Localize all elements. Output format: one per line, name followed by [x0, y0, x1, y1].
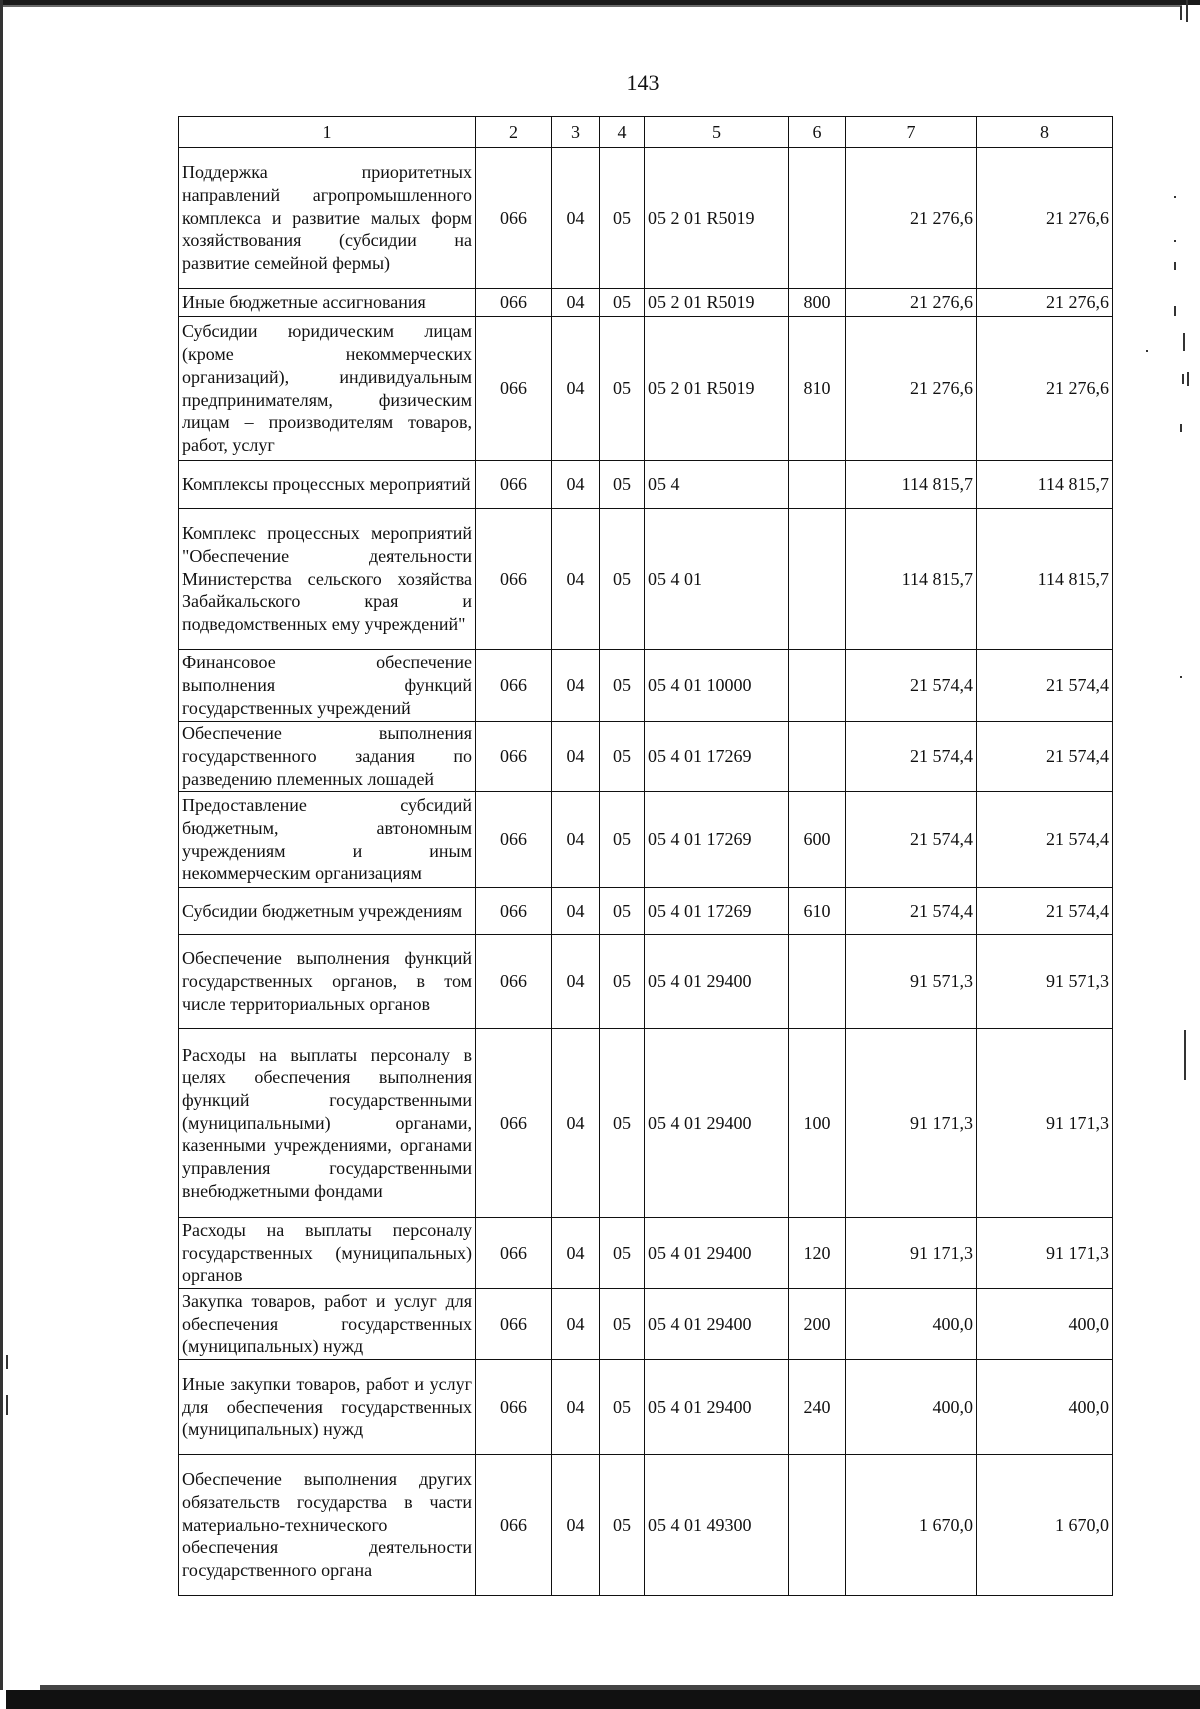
scan-mark [6, 1355, 8, 1369]
scan-mark [1183, 333, 1185, 351]
amount-col7: 91 171,3 [846, 1218, 977, 1289]
ministry-code: 066 [476, 722, 552, 792]
table-header-row [179, 117, 1113, 148]
scan-mark [6, 1395, 8, 1415]
expense-type-code [789, 650, 846, 722]
target-item-code: 05 2 01 R5019 [645, 148, 789, 289]
expense-type-code [789, 722, 846, 792]
amount-col8: 21 276,6 [977, 148, 1113, 289]
column-header: 8 [977, 117, 1113, 148]
expense-type-code [789, 509, 846, 650]
section-code: 04 [552, 722, 600, 792]
subsection-code: 05 [600, 1360, 645, 1455]
target-item-code: 05 4 01 17269 [645, 722, 789, 792]
subsection-code: 05 [600, 722, 645, 792]
amount-col8: 21 574,4 [977, 650, 1113, 722]
column-header: 4 [600, 117, 645, 148]
amount-col7: 21 574,4 [846, 792, 977, 888]
ministry-code: 066 [476, 792, 552, 888]
expense-type-code [789, 461, 846, 509]
target-item-code: 05 4 01 10000 [645, 650, 789, 722]
target-item-code: 05 4 01 [645, 509, 789, 650]
scan-mark [1174, 262, 1176, 270]
amount-col7: 21 276,6 [846, 317, 977, 461]
table-row [179, 722, 1113, 792]
amount-col7: 114 815,7 [846, 509, 977, 650]
expense-type-code: 610 [789, 888, 846, 935]
expense-type-code [789, 935, 846, 1029]
expense-name: Расходы на выплаты персоналу в целях обеспечения выполнения функций государственными (муниципальными) органами, казенными учреждениями, органами управления государственными внебюджетными фондами [179, 1029, 476, 1218]
scan-mark [1174, 196, 1176, 198]
subsection-code: 05 [600, 148, 645, 289]
section-code: 04 [552, 289, 600, 317]
expense-name: Комплексы процессных мероприятий [179, 461, 476, 509]
scan-mark [1184, 1030, 1186, 1080]
amount-col8: 400,0 [977, 1360, 1113, 1455]
column-header: 5 [645, 117, 789, 148]
amount-col8: 21 574,4 [977, 792, 1113, 888]
budget-table [178, 116, 1113, 1596]
section-code: 04 [552, 1029, 600, 1218]
ministry-code: 066 [476, 650, 552, 722]
expense-name: Предоставление субсидий бюджетным, автономным учреждениям и иным некоммерческим организациям [179, 792, 476, 888]
amount-col8: 21 574,4 [977, 888, 1113, 935]
amount-col7: 400,0 [846, 1360, 977, 1455]
amount-col8: 91 571,3 [977, 935, 1113, 1029]
ministry-code: 066 [476, 1289, 552, 1360]
amount-col8: 400,0 [977, 1289, 1113, 1360]
section-code: 04 [552, 935, 600, 1029]
column-header: 1 [179, 117, 476, 148]
target-item-code: 05 4 01 29400 [645, 1360, 789, 1455]
section-code: 04 [552, 317, 600, 461]
subsection-code: 05 [600, 509, 645, 650]
amount-col8: 114 815,7 [977, 509, 1113, 650]
table-row [179, 792, 1113, 888]
subsection-code: 05 [600, 792, 645, 888]
ministry-code: 066 [476, 1455, 552, 1596]
expense-name: Обеспечение выполнения других обязательств государства в части материально-технического обеспечения деятельности государственного органа [179, 1455, 476, 1596]
ministry-code: 066 [476, 289, 552, 317]
section-code: 04 [552, 509, 600, 650]
scan-mark [1174, 240, 1176, 242]
scan-mark [1180, 6, 1182, 20]
amount-col8: 114 815,7 [977, 461, 1113, 509]
ministry-code: 066 [476, 1218, 552, 1289]
ministry-code: 066 [476, 1360, 552, 1455]
section-code: 04 [552, 1360, 600, 1455]
target-item-code: 05 4 01 49300 [645, 1455, 789, 1596]
table-row [179, 1360, 1113, 1455]
section-code: 04 [552, 148, 600, 289]
scan-border-left [0, 0, 3, 1709]
scan-mark [1182, 374, 1184, 384]
expense-type-code: 600 [789, 792, 846, 888]
target-item-code: 05 2 01 R5019 [645, 289, 789, 317]
subsection-code: 05 [600, 888, 645, 935]
table-row [179, 1289, 1113, 1360]
subsection-code: 05 [600, 1455, 645, 1596]
expense-name: Финансовое обеспечение выполнения функций государственных учреждений [179, 650, 476, 722]
table-row [179, 935, 1113, 1029]
table-row [179, 888, 1113, 935]
amount-col8: 21 574,4 [977, 722, 1113, 792]
target-item-code: 05 4 01 29400 [645, 935, 789, 1029]
subsection-code: 05 [600, 1218, 645, 1289]
amount-col7: 21 276,6 [846, 289, 977, 317]
expense-name: Иные закупки товаров, работ и услуг для обеспечения государственных (муниципальных) нужд [179, 1360, 476, 1455]
ministry-code: 066 [476, 935, 552, 1029]
table-row [179, 1218, 1113, 1289]
section-code: 04 [552, 888, 600, 935]
amount-col8: 91 171,3 [977, 1218, 1113, 1289]
page-number [0, 70, 1200, 96]
section-code: 04 [552, 792, 600, 888]
target-item-code: 05 4 01 17269 [645, 792, 789, 888]
ministry-code: 066 [476, 888, 552, 935]
expense-name: Субсидии юридическим лицам (кроме некоммерческих организаций), индивидуальным предпринимателям, физическим лицам – производителям товаров, работ, услуг [179, 317, 476, 461]
subsection-code: 05 [600, 289, 645, 317]
amount-col7: 1 670,0 [846, 1455, 977, 1596]
scan-mark [1186, 0, 1188, 22]
table-row [179, 289, 1113, 317]
section-code: 04 [552, 1218, 600, 1289]
scan-border-bottom-gap [0, 1690, 6, 1709]
table-row [179, 1455, 1113, 1596]
column-header: 7 [846, 117, 977, 148]
scan-border-top-shadow [0, 5, 1182, 7]
subsection-code: 05 [600, 1029, 645, 1218]
expense-name: Обеспечение выполнения государственного задания по разведению племенных лошадей [179, 722, 476, 792]
scan-mark [1180, 676, 1182, 678]
scan-mark [1180, 424, 1182, 432]
target-item-code: 05 4 01 29400 [645, 1289, 789, 1360]
expense-name: Расходы на выплаты персоналу государственных (муниципальных) органов [179, 1218, 476, 1289]
target-item-code: 05 4 01 29400 [645, 1218, 789, 1289]
section-code: 04 [552, 650, 600, 722]
amount-col8: 91 171,3 [977, 1029, 1113, 1218]
subsection-code: 05 [600, 650, 645, 722]
table-row [179, 148, 1113, 289]
table-row [179, 317, 1113, 461]
expense-type-code: 100 [789, 1029, 846, 1218]
scan-mark [1187, 372, 1189, 386]
table-row [179, 509, 1113, 650]
expense-name: Закупка товаров, работ и услуг для обеспечения государственных (муниципальных) нужд [179, 1289, 476, 1360]
column-header: 6 [789, 117, 846, 148]
expense-name: Обеспечение выполнения функций государственных органов, в том числе территориальных органов [179, 935, 476, 1029]
amount-col7: 21 276,6 [846, 148, 977, 289]
target-item-code: 05 4 01 29400 [645, 1029, 789, 1218]
table-row [179, 1029, 1113, 1218]
ministry-code: 066 [476, 1029, 552, 1218]
ministry-code: 066 [476, 509, 552, 650]
ministry-code: 066 [476, 148, 552, 289]
scan-mark [1146, 350, 1148, 352]
expense-type-code [789, 148, 846, 289]
target-item-code: 05 4 [645, 461, 789, 509]
amount-col7: 21 574,4 [846, 888, 977, 935]
amount-col8: 21 276,6 [977, 317, 1113, 461]
subsection-code: 05 [600, 317, 645, 461]
expense-name: Иные бюджетные ассигнования [179, 289, 476, 317]
page-number-text: 143 [626, 70, 660, 95]
amount-col7: 21 574,4 [846, 722, 977, 792]
expense-name: Комплекс процессных мероприятий "Обеспечение деятельности Министерства сельского хозяйства Забайкальского края и подведомственных ему учреждений" [179, 509, 476, 650]
scan-mark [1174, 306, 1176, 316]
column-header: 2 [476, 117, 552, 148]
expense-type-code: 240 [789, 1360, 846, 1455]
amount-col7: 114 815,7 [846, 461, 977, 509]
ministry-code: 066 [476, 317, 552, 461]
expense-type-code: 200 [789, 1289, 846, 1360]
table-row [179, 461, 1113, 509]
section-code: 04 [552, 1289, 600, 1360]
ministry-code: 066 [476, 461, 552, 509]
amount-col7: 91 171,3 [846, 1029, 977, 1218]
target-item-code: 05 2 01 R5019 [645, 317, 789, 461]
table-row [179, 650, 1113, 722]
subsection-code: 05 [600, 1289, 645, 1360]
expense-name: Субсидии бюджетным учреждениям [179, 888, 476, 935]
amount-col7: 91 571,3 [846, 935, 977, 1029]
amount-col8: 21 276,6 [977, 289, 1113, 317]
expense-type-code: 800 [789, 289, 846, 317]
amount-col7: 21 574,4 [846, 650, 977, 722]
subsection-code: 05 [600, 935, 645, 1029]
expense-type-code [789, 1455, 846, 1596]
section-code: 04 [552, 1455, 600, 1596]
expense-type-code: 810 [789, 317, 846, 461]
amount-col7: 400,0 [846, 1289, 977, 1360]
target-item-code: 05 4 01 17269 [645, 888, 789, 935]
column-header: 3 [552, 117, 600, 148]
amount-col8: 1 670,0 [977, 1455, 1113, 1596]
expense-name: Поддержка приоритетных направлений агропромышленного комплекса и развитие малых форм хозяйствования (субсидии на развитие семейной фермы) [179, 148, 476, 289]
expense-type-code: 120 [789, 1218, 846, 1289]
subsection-code: 05 [600, 461, 645, 509]
scan-border-bottom [0, 1690, 1200, 1709]
section-code: 04 [552, 461, 600, 509]
